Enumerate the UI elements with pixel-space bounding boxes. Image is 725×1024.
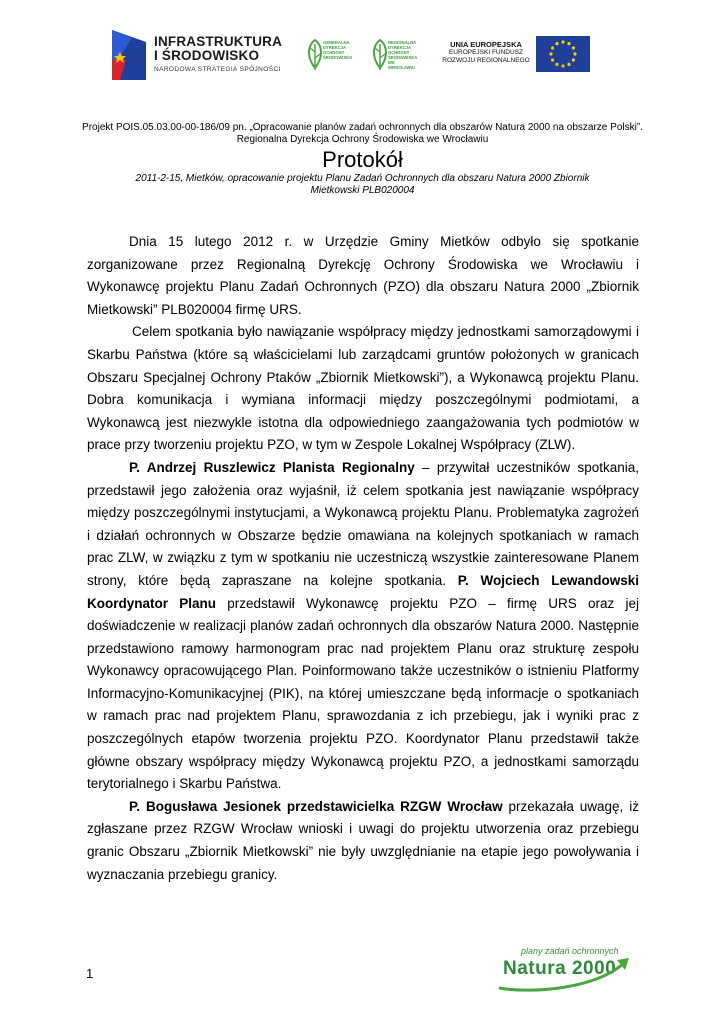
eu-fund-line2: ROZWOJU REGIONALNEGO xyxy=(442,57,530,64)
gdos-line: OCHRONY xyxy=(323,50,345,55)
rdos-line: OCHRONY xyxy=(388,50,410,55)
paragraph-3-text1: – przywitał uczestników spotkania, przedstawił jego założenia oraz wyjaśnił, iż celem spotkania jest nawiązanie współpracy między poszczególnymi instytucjami, a Wykonawcą projektu Planu. Problematyka zagrożeń i działań ochronnych w Obszarze będzie omawiana na kolejnych spotkaniach w ramach prac ZLW, w związku z tym w spotkaniu nie uczestniczą wszystkie zainteresowane Planem strony, które będą zapraszane na kolejne spotkania. xyxy=(87,459,640,588)
infrastruktura-flag-icon xyxy=(112,30,146,80)
rdos-logo xyxy=(370,34,420,78)
project-line: Projekt POIS.05.03.00-00-186/09 pn. „Opracowanie planów zadań ochronnych dla obszarów Natura 2000 na obszarze Polski”. xyxy=(82,122,643,133)
gdos-text xyxy=(323,40,352,60)
natura-2000-logo xyxy=(495,946,635,992)
paragraph-3 xyxy=(87,457,639,796)
natura-title: Natura 2000 xyxy=(503,958,617,979)
leaf-icon xyxy=(370,38,390,72)
natura-tagline: plany zadań ochronnych xyxy=(521,946,619,956)
paragraph-2: Celem spotkania było nawiązanie współpracy między jednostkami samorządowymi i Skarbu Państwa (które są właścicielami lub zarządcami gruntów położonych w granicach Obszaru Specjalnej Ochrony Ptaków „Zbiornik Mietkowski”), a Wykonawcą projektu Planu. Dobra komunikacja i wymiana informacji między poszczególnymi podmiotami, a Wykonawcą jest niezwykle istotna dla odpowiedniego zaangażowania tych podmiotów w prace przy tworzeniu projektu PZO, w tym w Zespole Lokalnej Współpracy (ZLW). xyxy=(87,324,639,453)
eu-logo xyxy=(440,36,592,78)
speaker-jesionek: P. Bogusława Jesionek przedstawicielka RZGW Wrocław xyxy=(129,798,503,814)
paragraph-1: Dnia 15 lutego 2012 r. w Urzędzie Gminy Mietków odbyło się spotkanie zorganizowane przez Regionalną Dyrekcję Ochrony Środowiska we Wrocławiu i Wykonawcę projektu Planu Zadań Ochronnych (PZO) dla obszaru Natura 2000 „Zbiornik Mietkowski” PLB020004 firmę URS. xyxy=(87,234,639,317)
paragraph-3-text2: przedstawił Wykonawcę projektu PZO – firmę URS oraz jej doświadczenie w realizacji planów zadań ochronnych dla obszarów Natura 2000. Następnie przedstawiono ramowy harmonogram prac nad projektem Planu oraz strukturę zespołu Wykonawcy opracowującego Plan. Poinformowano także uczestników o istnieniu Platformy Informacyjno-Komunikacyjnej (PIK), na której umieszczane będą informacje o spotkaniach w ramach prac nad projektem Planu, sprawozdania z ich przebiegu, jak i wyniki prac z poszczególnych etapów tworzenia projektu PZO. Koordynator Planu przedstawił także główne obszary współpracy między Wykonawcą projektu PZO, a jednostkami samorządu terytorialnego i Skarbu Państwa. xyxy=(87,595,639,792)
infrastruktura-logo xyxy=(112,30,287,82)
logo-row xyxy=(0,28,725,84)
rdos-line: REGIONALNA xyxy=(388,40,417,45)
directorate-line: Regionalna Dyrekcja Ochrony Środowiska we Wrocławiu xyxy=(236,134,489,145)
eu-title: UNIA EUROPEJSKA xyxy=(450,40,522,49)
infrastruktura-text xyxy=(154,35,282,73)
speaker-lewandowski: P. Wojciech Lewandowski Koordynator Planu xyxy=(87,572,639,611)
speaker-ruszlewicz: P. Andrzej Ruszlewicz Planista Regionalny xyxy=(129,459,415,475)
gdos-line: DYREKCJA xyxy=(323,45,347,50)
eu-flag-icon xyxy=(536,36,590,72)
subtitle-line2: Mietkowski PLB020004 xyxy=(310,185,415,196)
subtitle-line1: 2011-2-15, Mietków, opracowanie projektu Planu Zadań Ochronnych dla obszaru Natura 2000 Zbiornik xyxy=(135,173,590,184)
rdos-line: WE WROCŁAWIU xyxy=(388,60,415,70)
infrastruktura-title: INFRASTRUKTURA xyxy=(154,34,283,49)
rdos-line: DYREKCJA xyxy=(388,45,412,50)
strategia-subtitle: NARODOWA STRATEGIA SPÓJNOŚCI xyxy=(154,66,281,73)
paragraph-4-text: przekazała uwagę, iż zgłaszane przez RZGW Wrocław wnioski i uwagi do projektu utworzenia oraz przebiegu granic Obszaru „Zbiornik Mietkowski” nie były uwzględnianie na etapie jego powoływania i wyznaczania przebiegu granicy. xyxy=(87,798,639,882)
leaf-icon xyxy=(305,38,325,72)
srodowisko-title: I ŚRODOWISKO xyxy=(154,48,260,63)
document-title: Protokół xyxy=(322,147,403,172)
document-header xyxy=(60,122,665,197)
eu-text xyxy=(440,40,532,65)
paragraph-4 xyxy=(87,796,639,886)
eu-fund-line1: EUROPEJSKI FUNDUSZ xyxy=(448,49,524,56)
gdos-line: GENERALNA xyxy=(323,40,350,45)
gdos-logo xyxy=(305,34,355,78)
gdos-line: ŚRODOWISKA xyxy=(323,55,353,60)
swoosh-arrow-icon xyxy=(495,954,635,992)
rdos-line: ŚRODOWISKA xyxy=(388,55,418,60)
document-body xyxy=(87,231,639,886)
rdos-text xyxy=(388,40,420,70)
page-number: 1 xyxy=(86,966,94,981)
